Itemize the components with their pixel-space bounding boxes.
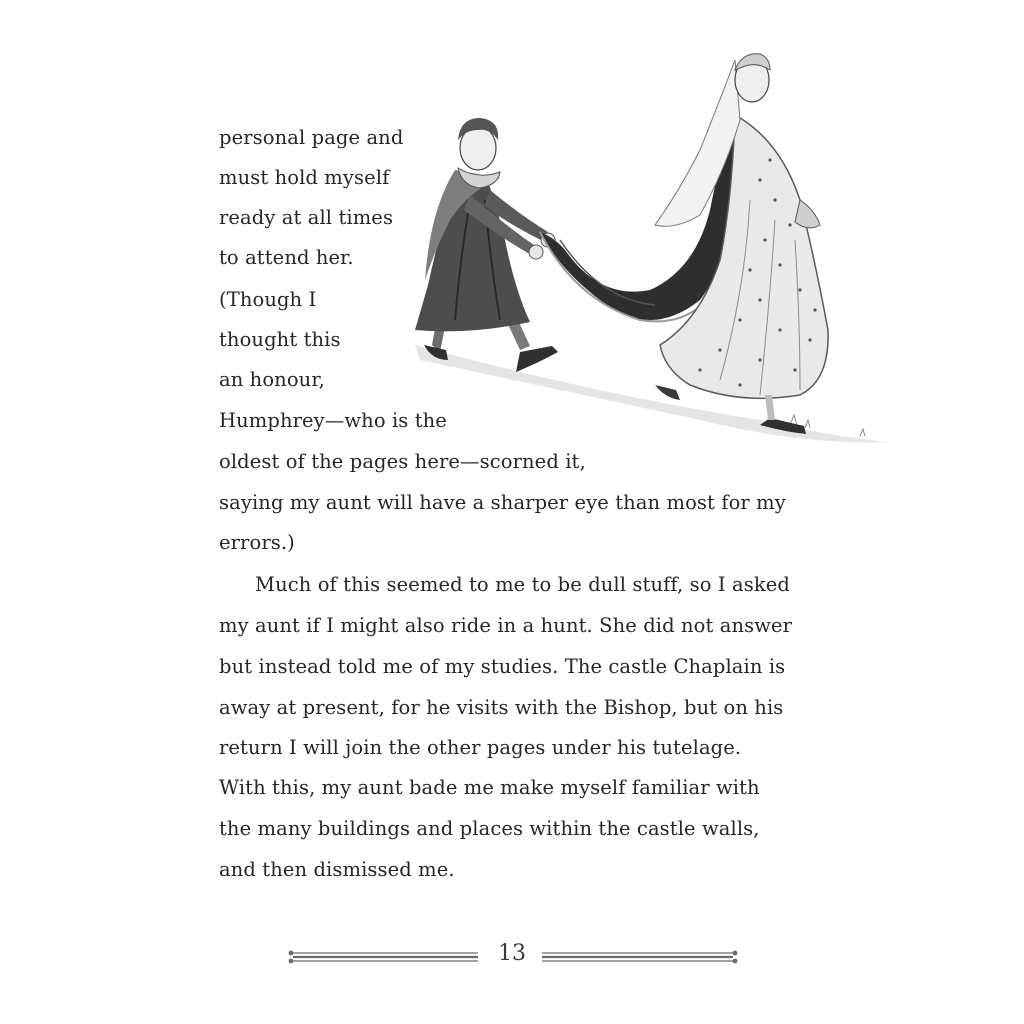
body-text-line: ready at all times (219, 206, 394, 229)
body-text-line: an honour, (219, 368, 325, 391)
body-text-line: my aunt if I might also ride in a hunt. She did not answer (219, 614, 793, 637)
body-text-line: personal page and (219, 126, 404, 149)
body-text-line: away at present, for he visits with the Bishop, but on his (219, 696, 784, 719)
body-text-line: errors.) (219, 531, 295, 554)
body-text-line: and then dismissed me. (219, 858, 455, 881)
body-text-line: must hold myself (219, 166, 390, 189)
paragraph-first-line: Much of this seemed to me to be dull stuff, so I asked (255, 573, 790, 596)
illustration-page-boy-carrying-train (400, 40, 900, 450)
body-text-line: to attend her. (219, 246, 354, 269)
page-number: 13 (498, 941, 526, 966)
body-text-line: return I will join the other pages under his tutelage. (219, 736, 742, 759)
body-text-line: the many buildings and places within the castle walls, (219, 817, 760, 840)
body-text-line: but instead told me of my studies. The castle Chaplain is (219, 655, 786, 678)
body-text-line: saying my aunt will have a sharper eye than most for my (219, 491, 786, 514)
body-text-line: With this, my aunt bade me make myself familiar with (219, 776, 760, 799)
body-text-line: oldest of the pages here—scorned it, (219, 450, 586, 473)
body-text-line: (Though I (219, 288, 317, 311)
body-text-line: Humphrey—who is the (219, 409, 447, 432)
page-footer (0, 935, 1024, 985)
body-text-line: thought this (219, 328, 341, 351)
